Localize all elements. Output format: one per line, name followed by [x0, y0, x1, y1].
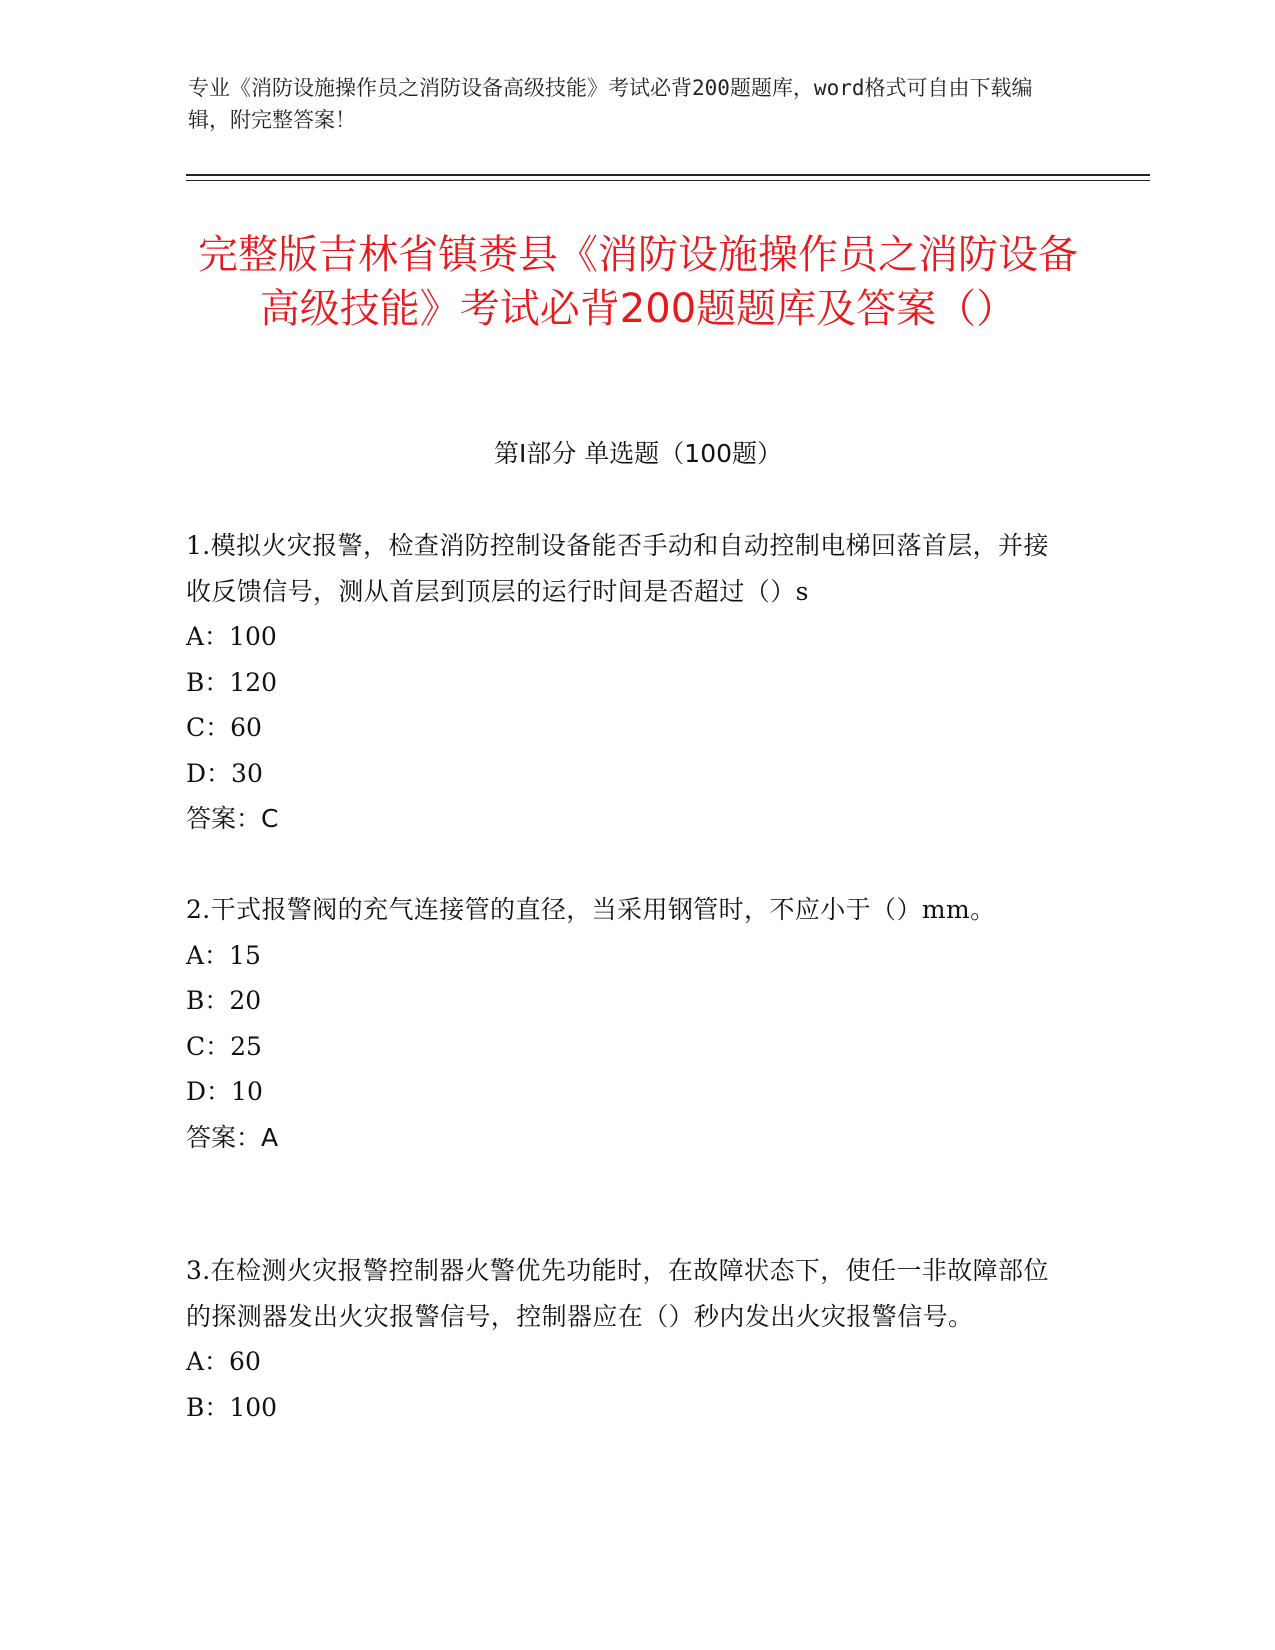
intro-text: 专业《消防设施操作员之消防设备高级技能》考试必背200题题库，word格式可自由下载编辑，附完整答案！ [188, 76, 1033, 132]
question-1 [186, 523, 1066, 842]
option-d: D：30 [186, 758, 263, 788]
option-b: B：20 [186, 986, 262, 1015]
header-divider-thick [186, 174, 1150, 176]
option-d: D：10 [186, 1077, 263, 1106]
option-c: C：25 [186, 1031, 262, 1061]
option-a: A：100 [186, 622, 277, 651]
option-c: C：60 [186, 713, 262, 742]
document-title: 完整版吉林省镇赉县《消防设施操作员之消防设备高级技能》考试必背200题题库及答案（） [198, 232, 1078, 332]
section-heading: 第Ⅰ部分 单选题（100题） [493, 439, 783, 468]
header-divider-thin [186, 180, 1150, 181]
option-a: A：15 [186, 940, 261, 970]
option-b: B：100 [186, 1392, 278, 1422]
answer-line: 答案：A [186, 1122, 279, 1152]
question-3 [186, 1248, 1066, 1430]
answer-line: 答案：C [186, 804, 279, 833]
question-stem: 3.在检测火灾报警控制器火警优先功能时，在故障状态下，使任一非故障部位的探测器发出火灾报警信号，控制器应在（）秒内发出火灾报警信号。 [186, 1256, 1049, 1331]
option-a: A：60 [186, 1347, 261, 1376]
question-stem: 2.干式报警阀的充气连接管的直径，当采用钢管时，不应小于（）mm。 [186, 895, 996, 924]
option-b: B：120 [186, 667, 278, 697]
question-stem: 1.模拟火灾报警，检查消防控制设备能否手动和自动控制电梯回落首层，并接收反馈信号，测从首层到顶层的运行时间是否超过（）s [186, 531, 1049, 606]
question-2 [186, 887, 1066, 1160]
